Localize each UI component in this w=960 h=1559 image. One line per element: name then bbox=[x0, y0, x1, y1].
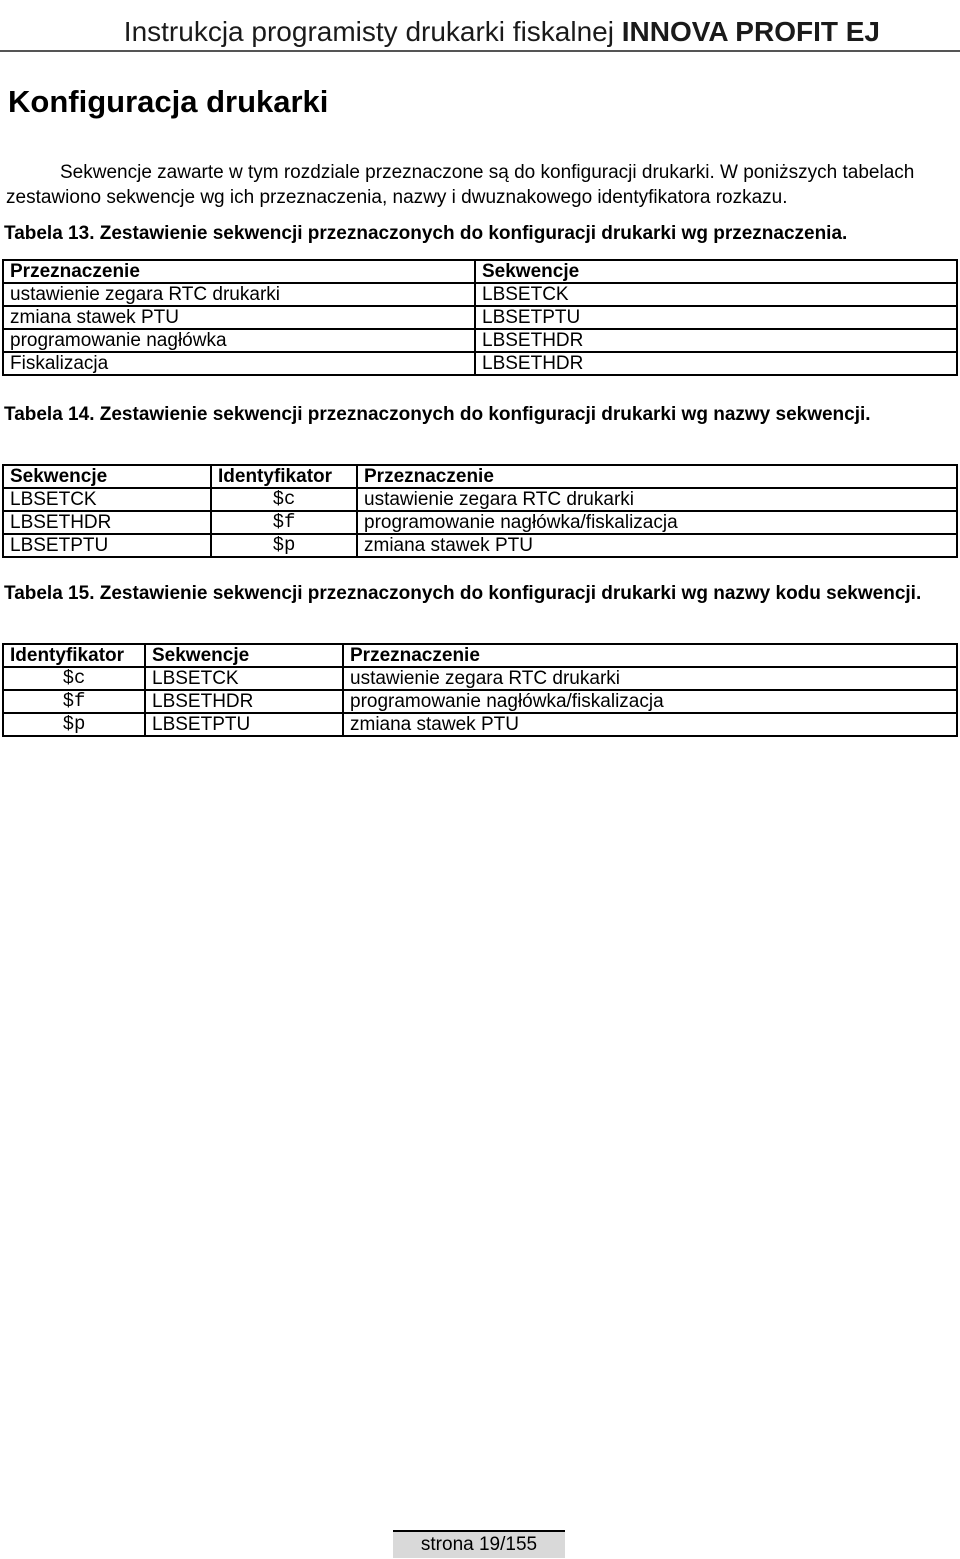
section-title: Konfiguracja drukarki bbox=[8, 84, 329, 119]
table-cell: LBSETPTU bbox=[475, 306, 957, 329]
table15-caption: Tabela 15. Zestawienie sekwencji przeznaczonych do konfiguracji drukarki wg nazwy kodu sekwencji. bbox=[4, 583, 922, 604]
table-header-row bbox=[3, 644, 957, 667]
table-row bbox=[3, 488, 957, 511]
column-header: Przeznaczenie bbox=[3, 260, 475, 283]
table-cell: $f bbox=[211, 511, 357, 534]
table-cell: LBSETHDR bbox=[145, 690, 343, 713]
page-footer bbox=[393, 1530, 565, 1558]
table-cell: LBSETCK bbox=[3, 488, 211, 511]
table-cell: $p bbox=[3, 713, 145, 736]
page-header bbox=[0, 0, 960, 52]
table-row bbox=[3, 667, 957, 690]
table-cell: $c bbox=[211, 488, 357, 511]
table-header-row bbox=[3, 260, 957, 283]
table-cell: programowanie nagłówka bbox=[3, 329, 475, 352]
table13-caption: Tabela 13. Zestawienie sekwencji przeznaczonych do konfiguracji drukarki wg przeznaczenia. bbox=[4, 223, 848, 244]
table-row bbox=[3, 306, 957, 329]
table-cell: ustawienie zegara RTC drukarki bbox=[357, 488, 957, 511]
table-cell: $c bbox=[3, 667, 145, 690]
table-row bbox=[3, 283, 957, 306]
table-cell: LBSETPTU bbox=[145, 713, 343, 736]
table14-caption: Tabela 14. Zestawienie sekwencji przeznaczonych do konfiguracji drukarki wg nazwy sekwencji. bbox=[4, 404, 871, 425]
table-cell: LBSETHDR bbox=[475, 352, 957, 375]
document-title: Instrukcja programisty drukarki fiskalnej INNOVA PROFIT EJ bbox=[123, 16, 880, 47]
table-cell: zmiana stawek PTU bbox=[3, 306, 475, 329]
printer-model: INNOVA PROFIT EJ bbox=[621, 16, 880, 47]
column-header: Przeznaczenie bbox=[343, 644, 957, 667]
table-cell: ustawienie zegara RTC drukarki bbox=[343, 667, 957, 690]
table-cell: ustawienie zegara RTC drukarki bbox=[3, 283, 475, 306]
table-cell: $f bbox=[3, 690, 145, 713]
table-cell: programowanie nagłówka/fiskalizacja bbox=[343, 690, 957, 713]
column-header: Identyfikator bbox=[211, 465, 357, 488]
table-cell: LBSETCK bbox=[475, 283, 957, 306]
table15 bbox=[2, 643, 958, 737]
column-header: Przeznaczenie bbox=[357, 465, 957, 488]
page-number: strona 19/155 bbox=[420, 1534, 538, 1555]
table-row bbox=[3, 534, 957, 557]
table13 bbox=[2, 259, 958, 376]
table-row bbox=[3, 329, 957, 352]
table-row bbox=[3, 690, 957, 713]
column-header: Identyfikator bbox=[3, 644, 145, 667]
table-row bbox=[3, 713, 957, 736]
column-header: Sekwencje bbox=[145, 644, 343, 667]
table-cell: programowanie nagłówka/fiskalizacja bbox=[357, 511, 957, 534]
table-cell: zmiana stawek PTU bbox=[357, 534, 957, 557]
table-cell: zmiana stawek PTU bbox=[343, 713, 957, 736]
table-cell: $p bbox=[211, 534, 357, 557]
table-row bbox=[3, 511, 957, 534]
table-header-row bbox=[3, 465, 957, 488]
intro-paragraph: Sekwencje zawarte w tym rozdziale przeznaczone są do konfiguracji drukarki. W poniższych tabelach zestawiono sekwencje wg ich przeznaczenia, nazwy i dwuznakowego identyfikatora rozkazu. bbox=[6, 162, 915, 208]
column-header: Sekwencje bbox=[475, 260, 957, 283]
table-cell: LBSETPTU bbox=[3, 534, 211, 557]
table14 bbox=[2, 464, 958, 558]
table-cell: LBSETCK bbox=[145, 667, 343, 690]
column-header: Sekwencje bbox=[3, 465, 211, 488]
table-row bbox=[3, 352, 957, 375]
table-cell: Fiskalizacja bbox=[3, 352, 475, 375]
table-cell: LBSETHDR bbox=[475, 329, 957, 352]
table-cell: LBSETHDR bbox=[3, 511, 211, 534]
